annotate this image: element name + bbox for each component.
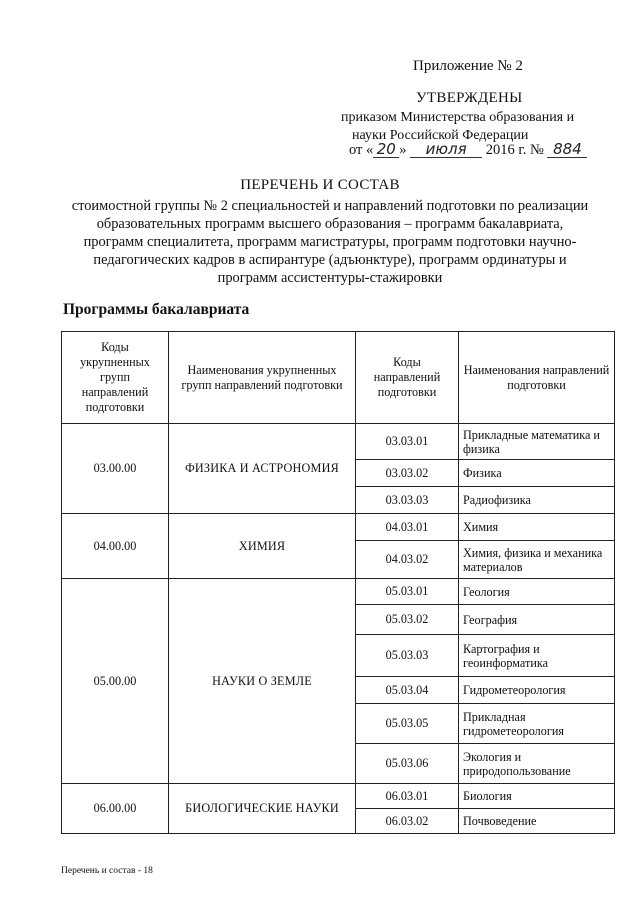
direction-code: 04.03.02 (356, 541, 459, 579)
direction-code: 05.03.01 (356, 579, 459, 605)
direction-name: География (459, 605, 615, 635)
direction-name: Химия (459, 514, 615, 541)
order-line-2: науки Российской Федерации (352, 128, 529, 143)
direction-name: Физика (459, 460, 615, 487)
direction-name: Почвоведение (459, 809, 615, 834)
section-title: Программы бакалавриата (63, 301, 250, 318)
subtitle-line: стоимостной группы № 2 специальностей и направлений подготовки по реализации (71, 198, 589, 214)
table-row (62, 579, 615, 605)
direction-code: 03.03.02 (356, 460, 459, 487)
direction-name: Биология (459, 784, 615, 809)
table-header-row (62, 332, 615, 424)
subtitle-line: педагогических кадров в аспирантуре (адъюнктуре), программ ординатуры и (93, 252, 567, 268)
date-day-handwritten: 20 (373, 141, 399, 158)
direction-code: 05.03.06 (356, 744, 459, 784)
header-direction-code: Коды направлений подготовки (356, 332, 459, 424)
direction-code: 05.03.05 (356, 704, 459, 744)
direction-code: 06.03.02 (356, 809, 459, 834)
direction-name: Гидрометеорология (459, 677, 615, 704)
direction-name: Прикладные математика и физика (459, 424, 615, 460)
direction-name: Экология и природопользование (459, 744, 615, 784)
order-date-line (349, 141, 587, 159)
appendix-label: Приложение № 2 (413, 58, 523, 74)
header-group-code: Коды укрупненных групп направлений подготовки (62, 332, 169, 424)
document-title: ПЕРЕЧЕНЬ И СОСТАВ (240, 177, 400, 193)
document-subtitle (40, 197, 620, 287)
table-row (62, 784, 615, 809)
table-row (62, 424, 615, 460)
direction-code: 05.03.02 (356, 605, 459, 635)
direction-code: 05.03.04 (356, 677, 459, 704)
group-name: ХИМИЯ (169, 514, 356, 579)
order-number-handwritten: 884 (547, 141, 587, 158)
group-name: БИОЛОГИЧЕСКИЕ НАУКИ (169, 784, 356, 834)
programs-table (61, 331, 615, 834)
approved-label: УТВЕРЖДЕНЫ (416, 90, 523, 106)
group-name: ФИЗИКА И АСТРОНОМИЯ (169, 424, 356, 514)
subtitle-line: образовательных программ высшего образования – программ бакалавриата, (96, 216, 564, 232)
table-row (62, 514, 615, 541)
date-month-handwritten: июля (410, 141, 482, 158)
group-code: 04.00.00 (62, 514, 169, 579)
order-line-1: приказом Министерства образования и (341, 110, 575, 125)
date-year: 2016 г. № (485, 142, 548, 158)
direction-name: Картография и геоинформатика (459, 635, 615, 677)
direction-code: 03.03.03 (356, 487, 459, 514)
group-name: НАУКИ О ЗЕМЛЕ (169, 579, 356, 784)
date-prefix: от « (349, 142, 374, 158)
group-code: 03.00.00 (62, 424, 169, 514)
date-mid: » (399, 142, 411, 158)
page-footer: Перечень и состав - 18 (61, 866, 153, 876)
group-code: 06.00.00 (62, 784, 169, 834)
subtitle-line: программ ассистентуры-стажировки (217, 270, 443, 286)
direction-name: Геология (459, 579, 615, 605)
direction-code: 04.03.01 (356, 514, 459, 541)
direction-name: Прикладная гидрометеорология (459, 704, 615, 744)
subtitle-line: программ специалитета, программ магистратуры, программ подготовки научно- (83, 234, 577, 250)
header-group-name: Наименования укрупненных групп направлений подготовки (169, 332, 356, 424)
direction-code: 03.03.01 (356, 424, 459, 460)
header-direction-name: Наименования направлений подготовки (459, 332, 615, 424)
group-code: 05.00.00 (62, 579, 169, 784)
direction-name: Радиофизика (459, 487, 615, 514)
direction-code: 06.03.01 (356, 784, 459, 809)
direction-name: Химия, физика и механика материалов (459, 541, 615, 579)
direction-code: 05.03.03 (356, 635, 459, 677)
